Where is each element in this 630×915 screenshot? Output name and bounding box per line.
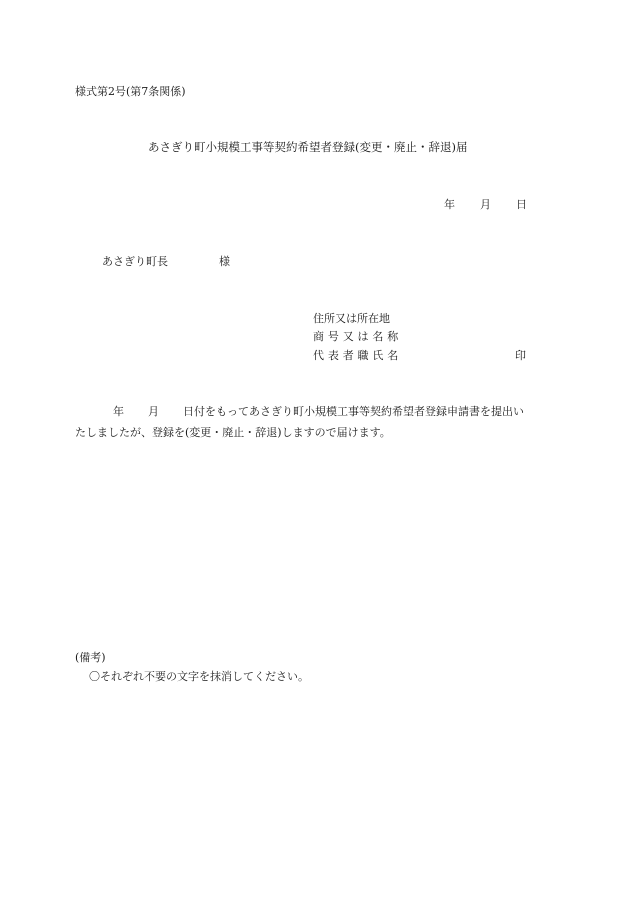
date-year-label: 年 <box>444 198 455 211</box>
remarks-heading: (備考) <box>75 651 106 664</box>
seal-mark: 印 <box>515 349 526 362</box>
addressee-honorific: 様 <box>219 255 230 268</box>
body-year-label: 年 <box>113 405 124 418</box>
addressee-name: あさぎり町長 <box>102 255 168 268</box>
date-day-label: 日 <box>516 198 527 211</box>
remarks-note: 〇それぞれ不要の文字を抹消してください。 <box>89 670 309 683</box>
applicant-address-label: 住所又は所在地 <box>313 312 390 325</box>
applicant-name-label: 商号又は名称 <box>313 330 403 343</box>
document-title: あさぎり町小規模工事等契約希望者登録(変更・廃止・辞退)届 <box>148 140 468 154</box>
date-month-label: 月 <box>480 198 491 211</box>
body-text-line-2: たしましたが、登録を(変更・廃止・辞退)しますので届けます。 <box>75 426 391 439</box>
applicant-representative-label: 代表者職氏名 <box>313 349 403 362</box>
body-text-line-1: 日付をもってあさぎり町小規模工事等契約希望者登録申請書を提出い <box>183 405 524 418</box>
form-number: 様式第2号(第7条関係) <box>75 85 186 98</box>
body-month-label: 月 <box>148 405 159 418</box>
